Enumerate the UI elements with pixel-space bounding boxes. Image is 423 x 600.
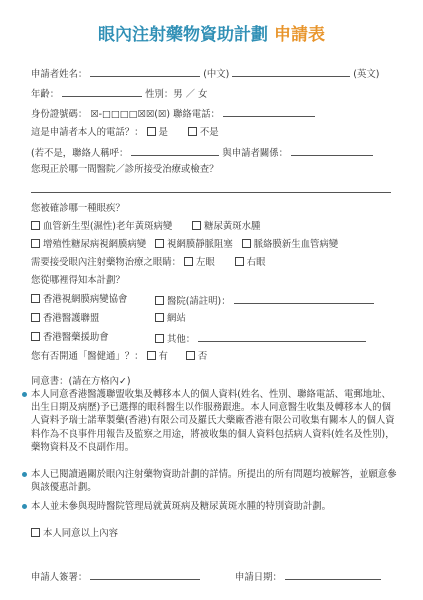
signature-field[interactable] xyxy=(90,569,200,580)
consent-text-3: 本人並未參與現時醫院管理局就黃斑病及糖尿黃斑水腫的特別資助計劃。 xyxy=(31,501,332,512)
id-format[interactable]: ☒-□□□□☒☒(☒) xyxy=(90,109,170,120)
source-option-1: 香港視網膜病變協會 xyxy=(43,294,128,305)
consent-paragraph-3 xyxy=(31,500,399,513)
ehealth-no-checkbox[interactable] xyxy=(186,351,195,360)
diagnosis-option-3: 增殖性糖尿病視網膜病變 xyxy=(43,239,147,250)
contact-row xyxy=(31,145,373,160)
source-hospital-field[interactable] xyxy=(234,293,374,304)
relation-field[interactable] xyxy=(291,145,373,156)
diagnosis-checkbox-5[interactable] xyxy=(242,239,251,248)
date-field[interactable] xyxy=(285,569,381,580)
contact-name-field[interactable] xyxy=(131,145,219,156)
source-option-5: 香港醫藥援助會 xyxy=(43,332,109,343)
eye-question: 需要接受眼內注射藥物治療之眼睛： xyxy=(31,257,182,268)
ehealth-yes-label: 有 xyxy=(158,351,168,362)
right-eye-label: 右眼 xyxy=(246,257,266,268)
diagnosis-checkbox-2[interactable] xyxy=(192,221,201,230)
agree-checkbox[interactable] xyxy=(31,528,40,537)
ehealth-no-label: 否 xyxy=(197,351,208,362)
english-label: (英文) xyxy=(353,69,380,80)
consent-text-2: 本人已閱讀過關於眼內注射藥物資助計劃的詳情。所提出的所有問題均被解答，並願意參與該優惠計劃。 xyxy=(31,469,397,494)
source-checkbox-2[interactable] xyxy=(155,296,164,305)
left-eye-label: 左眼 xyxy=(196,257,215,268)
right-eye-checkbox[interactable] xyxy=(235,257,244,266)
self-phone-question: 這是申請者本人的電話？： xyxy=(31,127,144,138)
self-phone-yes-checkbox[interactable] xyxy=(147,127,156,136)
source-other xyxy=(155,331,366,346)
name-label: 申請者姓名： xyxy=(31,69,88,80)
source-option-3: 香港醫護聯盟 xyxy=(43,313,100,324)
id-label: 身份證號碼： xyxy=(31,109,88,120)
age-row xyxy=(31,86,207,101)
agree-label: 本人同意以上內容 xyxy=(43,528,119,539)
diagnosis-row-2 xyxy=(31,238,338,251)
source-other-field[interactable] xyxy=(198,331,366,342)
consent-paragraph-2 xyxy=(31,468,399,494)
source-question: 您從哪裡得知本計劃？ xyxy=(31,275,125,286)
form-title-sub: 申請表 xyxy=(273,25,325,45)
id-row xyxy=(31,106,315,121)
consent-bullet-2 xyxy=(22,472,27,477)
signature-label: 申請人簽署： xyxy=(31,572,88,583)
diagnosis-checkbox-3[interactable] xyxy=(31,239,40,248)
diagnosis-checkbox-1[interactable] xyxy=(31,221,40,230)
diagnosis-option-1: 血管新生型(濕性)老年黃斑病變 xyxy=(43,221,173,232)
consent-text-1: 本人同意香港醫護聯盟收集及轉移本人的個人資料(姓名、性別、聯絡電話、電郵地址、出生日期及病歷)予已選擇的眼科醫生以作服務跟進。本人同意醫生收集及轉移本人的個人資料予瑞士諾華製藥(香港)有限公司及羅氏大藥廠香港有限公司收集有關本人的個人資料作為不良事件用報告及監察之用途，將被收集的個人資料包括病人資料(姓名及性別)，藥物資料及不良副作用。 xyxy=(31,389,395,453)
diagnosis-question: 您被確診哪一種眼疾？ xyxy=(31,203,125,214)
source-checkbox-6[interactable] xyxy=(155,334,164,343)
self-phone-yes-label: 是 xyxy=(158,127,168,138)
contact-label: (若不是，聯絡人稱呼： xyxy=(31,148,129,159)
form-title-main: 眼內注射藥物資助計劃 xyxy=(98,25,269,45)
clinic-answer-line[interactable] xyxy=(31,192,391,193)
phone-label: 聯絡電話： xyxy=(172,109,220,120)
form-title xyxy=(0,20,423,45)
date-label: 申請日期： xyxy=(235,572,282,583)
english-name-field[interactable] xyxy=(232,66,350,77)
source-row-3 xyxy=(31,331,109,344)
date-row xyxy=(235,569,381,584)
ehealth-yes-checkbox[interactable] xyxy=(147,351,156,360)
relation-label: 與申請者關係： xyxy=(222,148,289,159)
age-field[interactable] xyxy=(62,86,142,97)
diagnosis-checkbox-4[interactable] xyxy=(155,239,164,248)
ehealth-row xyxy=(31,350,207,363)
eye-row xyxy=(31,256,266,269)
diagnosis-row-1 xyxy=(31,220,260,233)
consent-heading: 同意書：(請在方格內✓) xyxy=(31,376,131,387)
ehealth-question: 您有否開通「醫健通」？： xyxy=(31,351,144,362)
source-checkbox-1[interactable] xyxy=(31,294,40,303)
gender-label: 性別：男 ／ 女 xyxy=(145,89,208,100)
name-row xyxy=(31,66,379,81)
age-label: 年齡： xyxy=(31,89,60,100)
self-phone-no-label: 不是 xyxy=(199,127,219,138)
consent-bullet-3 xyxy=(22,504,27,509)
diagnosis-option-2: 糖尿黃斑水腫 xyxy=(204,221,261,232)
source-checkbox-4[interactable] xyxy=(155,313,164,322)
source-website xyxy=(155,312,186,325)
source-option-6: 其他： xyxy=(167,334,196,345)
source-checkbox-3[interactable] xyxy=(31,313,40,322)
consent-bullet-1 xyxy=(22,392,27,397)
source-row-1 xyxy=(31,293,127,306)
clinic-question: 您現正於哪一間醫院／診所接受治療或檢查？ xyxy=(31,164,219,175)
source-option-4: 網站 xyxy=(167,313,186,324)
source-checkbox-5[interactable] xyxy=(31,332,40,341)
self-phone-no-checkbox[interactable] xyxy=(188,127,197,136)
diagnosis-option-4: 視網膜靜脈阻塞 xyxy=(167,239,233,250)
source-hospital xyxy=(155,293,374,308)
phone-field[interactable] xyxy=(223,106,315,117)
consent-paragraph-1 xyxy=(31,388,399,454)
signature-row xyxy=(31,569,200,584)
left-eye-checkbox[interactable] xyxy=(184,257,193,266)
chinese-name-field[interactable] xyxy=(90,66,200,77)
agree-row xyxy=(31,527,118,540)
source-row-2 xyxy=(31,312,99,325)
source-option-2: 醫院(請註明)： xyxy=(167,296,231,307)
chinese-label: (中文) xyxy=(203,69,230,80)
self-phone-row xyxy=(31,126,219,139)
diagnosis-option-5: 脈絡膜新生血管病變 xyxy=(253,239,339,250)
